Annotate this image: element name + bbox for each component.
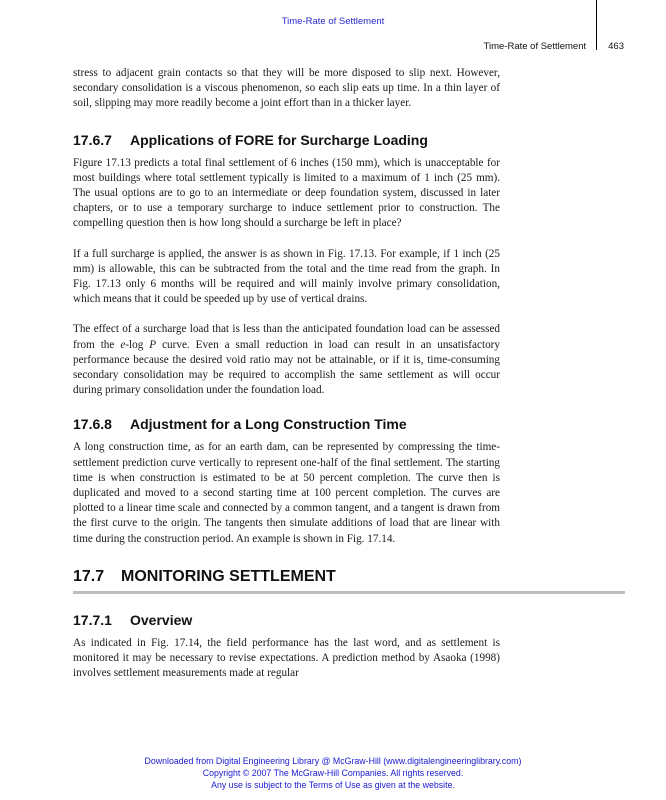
section-17-7-1-body <box>73 636 500 682</box>
paragraph: A long construction time, as for an earth dam, can be represented by compressing the time-settlement prediction curve vertically to represent one-half of the final settlement. The starting time is when construction is estimated to be at 50 percent completion. The curve then is duplicated and moved to a second starting time at 100 percent completion. The curves are plotted to a linear time scale and connected by a common tangent, and a tangent is drawn from the first curve to the origin. The tangents then simulate additions of load that are linear with time during the construction period. An example is shown in Fig. 17.14. <box>73 441 500 545</box>
heading-17-6-8 <box>73 415 500 433</box>
heading-17-7 <box>73 567 500 587</box>
section-number: 17.6.8 <box>73 416 112 433</box>
page-number: 463 <box>608 41 624 52</box>
heading-17-7-1 <box>73 611 500 629</box>
text-run: The effect of a surcharge load that is less than the anticipated foundation load can be assessed from the <box>73 323 500 351</box>
paragraph: As indicated in Fig. 17.14, the field performance has the last word, and as settlement is monitored it may be necessary to revise expectations. A prediction method by Asaoka (1998) involves settlement measurements made at regular <box>73 636 500 680</box>
paragraph <box>73 322 500 398</box>
section-divider <box>73 591 625 594</box>
running-head-title: Time-Rate of Settlement <box>483 41 587 52</box>
section-17-6-7-body <box>73 156 500 399</box>
heading-17-6-7 <box>73 131 500 149</box>
paragraph: If a full surcharge is applied, the answer is as shown in Fig. 17.13. For example, if 1 inch (25 mm) is allowable, this can be subtracted from the total and the time read from the graph. In Fig. 17.13 only 6 months will be required and will mainly involve primary consolidation, which means that it could be speeded up by use of vertical drains. <box>73 247 500 306</box>
section-number: 17.7.1 <box>73 611 112 628</box>
text-run: curve. Even a small reduction in load can result in an unsatisfactory performance because the desired void ratio may not be attainable, or if it is, time-consuming secondary consolidation may be required to accomplish the same settlement as will occur during primary consolidation under the foundation load. <box>73 338 500 397</box>
section-number: 17.7 <box>73 567 105 585</box>
section-title: Applications of FORE for Surcharge Loading <box>130 131 428 148</box>
section-number: 17.6.7 <box>73 131 112 148</box>
section-17-6-8-body <box>73 440 500 546</box>
paragraph: Figure 17.13 predicts a total final settlement of 6 inches (150 mm), which is unacceptable for most buildings where total settlement typically is limited to a maximum of 1 inch (25 mm). The usual options are to go to an intermediate or deep foundation system, discussed in later chapters, or to use a temporary surcharge to induce settlement prior to construction. The compelling question then is how long should a surcharge be left in place? <box>73 156 500 230</box>
footer-download-link[interactable]: Downloaded from Digital Engineering Library @ McGraw-Hill (www.digitalengineeringlibrary.com) <box>144 756 522 766</box>
footer-terms-link[interactable]: Any use is subject to the Terms of Use as given at the website. <box>211 780 455 790</box>
section-title: Adjustment for a Long Construction Time <box>130 416 407 433</box>
section-title: Overview <box>130 611 193 628</box>
section-title: MONITORING SETTLEMENT <box>121 567 336 585</box>
italic-symbol-e: e <box>120 338 126 351</box>
section-17-7-header <box>73 567 500 594</box>
intro-paragraph: stress to adjacent grain contacts so that they will be more disposed to slip next. However, secondary consolidation is a viscous phenomenon, so each slip eats up time. In a thin layer of soil, slipping may more readily become a joint effort than in a thicker layer. <box>73 67 500 110</box>
footer-copyright: Copyright © 2007 The McGraw-Hill Companies. All rights reserved. <box>202 768 464 778</box>
text-run: -log <box>125 338 150 351</box>
page-content <box>73 66 500 681</box>
italic-symbol-p: P <box>149 338 157 351</box>
running-head <box>484 41 624 52</box>
top-chapter-link[interactable]: Time-Rate of Settlement <box>281 16 385 27</box>
